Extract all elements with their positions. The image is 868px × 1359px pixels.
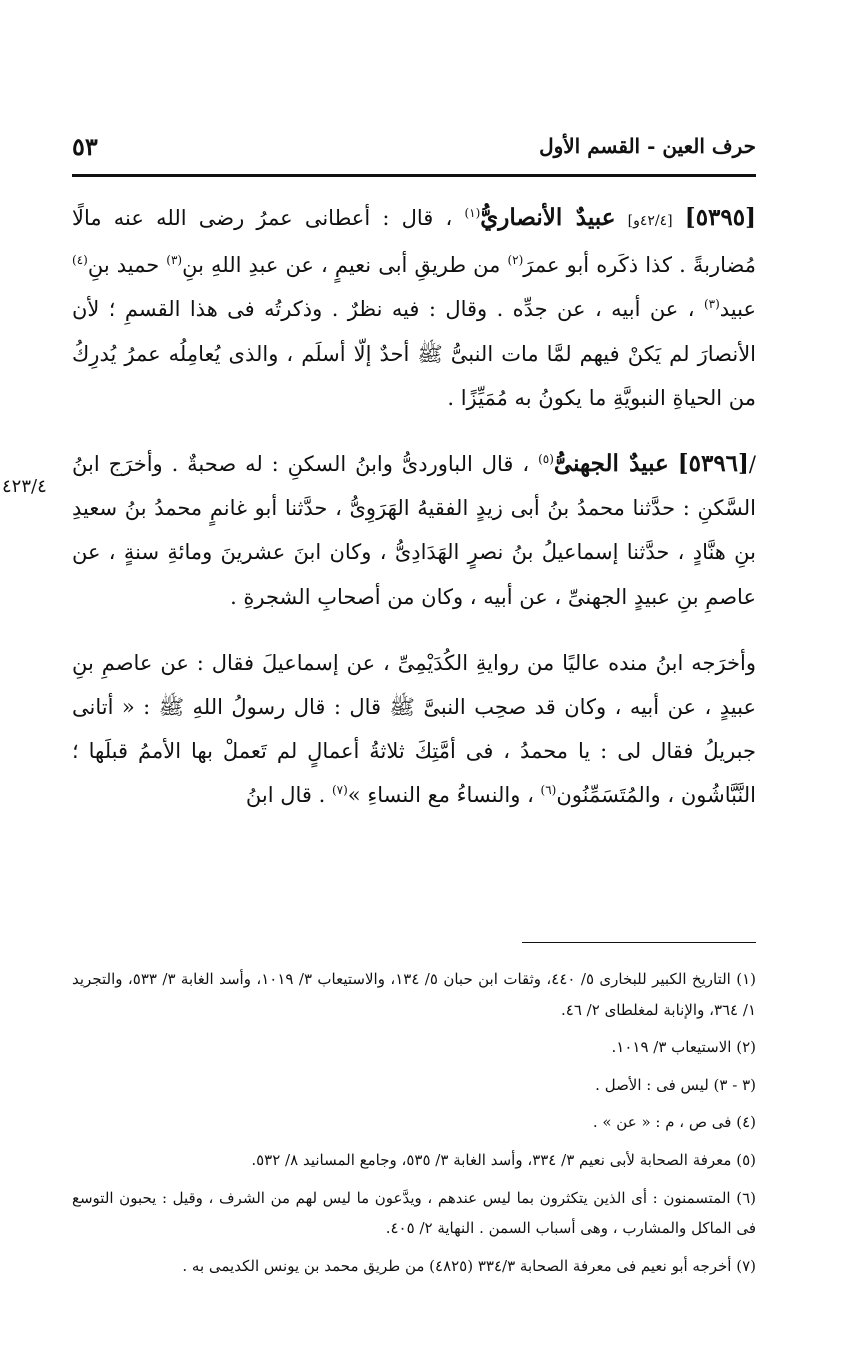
entry-5395 [72,196,756,420]
entry-text: ، عن أبيه ، عن جدِّه . وقال : فيه نظرٌ . وذكرتُه فى هذا القسمِ ؛ لأن الأنصارَ لم يَكنْ فيهم لمَّا مات النبىُّ ﷺ أحدٌ إلّا أسلَم ، والذى يُعامِلُه عمرُ يُدرِكُ من الحياةِ النبويَّةِ ما يكونُ به مُمَيِّزًا . [72,297,756,410]
entry-number: [٥٣٩٥] [684,204,756,231]
entry-paragraph [72,641,756,818]
entry-number: [٥٣٩٦] [677,450,749,478]
entry-5396 [72,442,756,818]
footnote-marker: (٣) [166,253,183,268]
footnote-marker: (٥) [538,452,554,467]
entry-text: وأخرَجه ابنُ منده عاليًا من روايةِ الكُدَيْمِىِّ ، عن إسماعيلَ فقال : عن عاصمِ بنِ عبيدٍ ، عن أبيه ، وكان قد صحِب النبىَّ ﷺ قال : قال رسولُ اللهِ ﷺ : « أتانى جبريلُ فقال لى : يا محمدُ ، فى أمَّتِكَ ثلاثةُ أعمالٍ لم تَعملْ بها الأممُ قبلَها ؛ النَّبَّاشُون ، والمُتَسَمِّنُون [72,650,756,808]
footnote-5: (٥) معرفة الصحابة لأبى نعيم ٣/ ٣٣٤، وأسد الغابة ٣/ ٥٣٥، وجامع المسانيد ٨/ ٥٣٢. [251,1150,756,1169]
entry-name: عبيدٌ الأنصاريُّ [480,204,616,231]
page-header [72,128,756,164]
footnotes [72,964,756,1288]
margin-reference: ٤٢٣/٤ [2,476,47,497]
footnote-3: (٣ - ٣) ليس فى : الأصل . [595,1075,756,1094]
main-text [72,196,756,839]
header-rule [72,174,756,177]
entry-text: حميد بنِ [87,253,160,278]
entry-name: عبيدٌ الجهنىُّ [553,450,669,478]
footnote-4: (٤) فى ص ، م : « عن » . [592,1113,756,1132]
running-title: حرف العين - القسم الأول [539,134,756,158]
footnote-marker: (٦) [540,783,557,798]
footnote-marker: (٣) [703,297,720,312]
entry-text: عبيد [719,297,756,322]
entry-paragraph [72,442,756,619]
entry-slash: / [748,452,756,477]
footnote-marker: (٧) [331,783,348,798]
page-number: ٥٣ [72,131,98,161]
footnote-2: (٢) الاستيعاب ٣/ ١٠١٩. [611,1038,756,1057]
entry-text: ، قال : أعطانى عمرُ رضى الله عنه مالًا مُضاربةً . كذا ذكَره أبو عمرَ [72,206,756,278]
footnote-6: (٦) المتسمنون : أى الذين يتكثرون بما ليس عندهم ، ويدَّعون ما ليس لهم من الشرف ، وقيل : يحبون التوسع فى الماكل والمشارب ، وهى أسباب السمن . النهاية ٢/ ٤٠٥. [72,1188,756,1238]
footnote-marker: (٢) [507,253,524,268]
footnote-marker: (٤) [72,253,88,268]
footnote-1: (١) التاريخ الكبير للبخارى ٥/ ٤٤٠، وثقات ابن حبان ٥/ ١٣٤، والاستيعاب ٣/ ١٠١٩، وأسد الغابة ٣/ ٥٣٣، والتجريد ١/ ٣٦٤، والإنابة لمغلطاى ٢/ ٤٦. [72,970,757,1019]
entry-text: . قال ابنُ [245,783,326,808]
footnote-7: (٧) أخرجه أبو نعيم فى معرفة الصحابة ٣٣٤/٣ (٤٨٢٥) من طريق محمد بن يونس الكديمى به . [182,1256,756,1275]
entry-text: ، والنساءُ مع النساءِ » [347,783,534,808]
footnote-marker: (١) [464,206,481,220]
volume-reference: [٤٢/٤و] [627,213,673,229]
footnote-rule [522,942,756,943]
entry-text: ، قال الباوردىُّ وابنُ السكنِ : له صحبةٌ . وأخرَج ابنُ السَّكنِ : حدَّثنا محمدُ بنُ أبى زيدٍ الفقيهُ الهَرَوِىُّ ، حدَّثنا أبو غانمٍ محمدُ بنُ سعيدِ بنِ هنَّادٍ ، حدَّثنا إسماعيلُ بنُ نصرٍ الهَدَادِىُّ ، وكان ابنَ عشرينَ ومائةِ سنةٍ ، عن عاصمِ بنِ عبيدٍ الجهنىِّ ، عن أبيه ، وكان من أصحابِ الشجرةِ . [72,452,756,609]
entry-text: من طريقِ أبى نعيمٍ ، عن عبدِ اللهِ بنِ [182,253,501,278]
